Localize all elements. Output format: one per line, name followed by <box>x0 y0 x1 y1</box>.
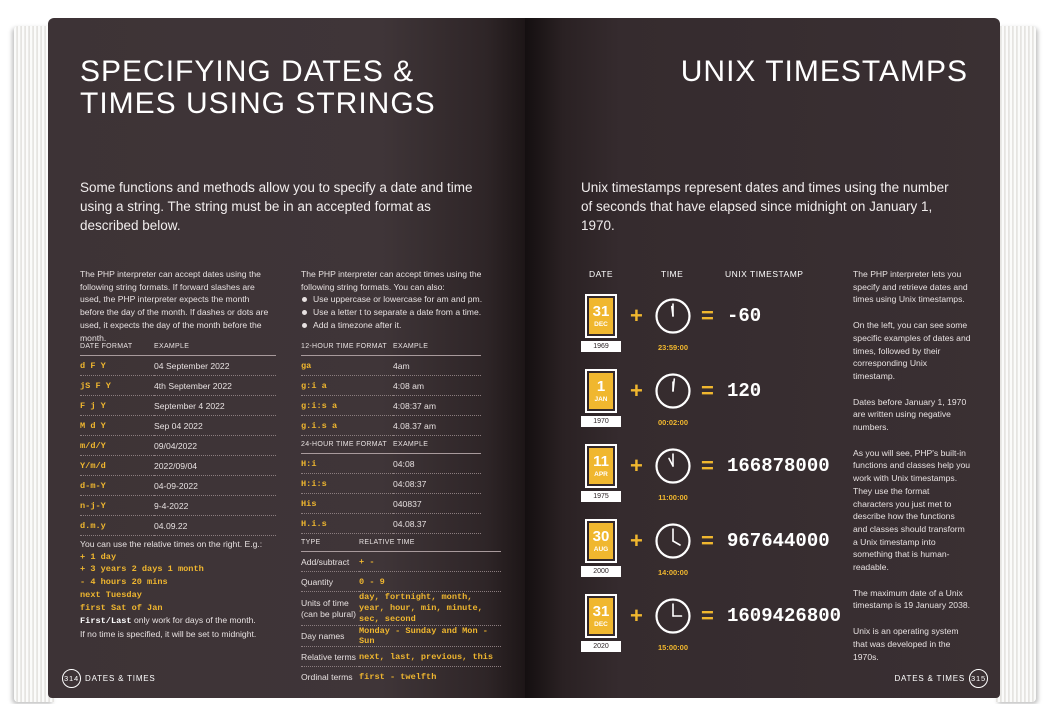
calendar-day: 11 <box>593 453 609 470</box>
table-cell: d.m.y <box>80 516 154 536</box>
table-row <box>301 356 481 376</box>
table-cell: first - twelfth <box>359 671 437 682</box>
calendar-day: 31 <box>592 603 610 620</box>
table-header: 24-HOUR TIME FORMAT <box>301 436 393 454</box>
table-row <box>80 516 276 536</box>
table-row <box>80 396 276 416</box>
calendar-month: DEC <box>594 621 608 628</box>
calendar-icon <box>585 294 617 352</box>
unix-notes <box>853 268 971 676</box>
table-cell: 09/04/2022 <box>154 436 276 456</box>
page-number: 315 <box>969 669 988 688</box>
time-formats-text <box>301 268 491 332</box>
time-format-bullets <box>301 293 491 331</box>
plus-sign: + <box>630 603 643 628</box>
table-cell: His <box>301 494 393 514</box>
plus-sign: + <box>630 453 643 478</box>
table-row <box>80 456 276 476</box>
calendar-icon <box>585 519 617 577</box>
clock-icon <box>655 598 691 634</box>
clock-time: 14:00:00 <box>657 568 689 577</box>
left-page <box>48 18 525 698</box>
calendar-icon <box>585 594 617 652</box>
table-cell: 040837 <box>393 494 481 514</box>
unix-timestamp: 967644000 <box>727 530 830 552</box>
note-paragraph: The PHP interpreter lets you specify and retrieve dates and times using Unix timestamps. <box>853 269 968 305</box>
table-cell: 04:08 <box>393 454 481 474</box>
relative-example: + 3 years 2 days 1 month <box>80 564 204 575</box>
table-cell: Sep 04 2022 <box>154 416 276 436</box>
table-cell: 4:08:37 am <box>393 396 481 416</box>
clock-icon <box>655 298 691 334</box>
table-cell: 4am <box>393 356 481 376</box>
table-cell: 04.08.37 <box>393 514 481 534</box>
calendar-day: 1 <box>596 378 606 395</box>
table-cell: g.i.s a <box>301 416 393 436</box>
clock-time: 23:59:00 <box>657 343 689 352</box>
clock-icon <box>655 373 691 409</box>
clock-icon <box>655 523 691 559</box>
relative-time-table <box>301 534 501 686</box>
table-row <box>80 496 276 516</box>
note-paragraph: Dates before January 1, 1970 are written using negative numbers. <box>853 396 967 433</box>
relative-example: next Tuesday <box>80 589 142 600</box>
table-header: EXAMPLE <box>154 338 276 356</box>
unix-timestamp: -60 <box>727 305 762 327</box>
table-cell: F j Y <box>80 396 154 416</box>
note-paragraph: As you will see, PHP's built-in functions and classes help you work with Unix timestamps. They use the format characters you just met to describe how the functions and classes should transform a Unix timestamp into something that is human-readable. <box>853 447 971 573</box>
clock-time: 11:00:00 <box>658 493 688 502</box>
calendar-year: 1970 <box>581 416 621 427</box>
calendar-year: 2000 <box>581 566 621 577</box>
plus-sign: + <box>630 528 643 553</box>
footer-label: DATES & TIMES <box>85 674 156 683</box>
table-cell: M d Y <box>80 416 154 436</box>
table-cell: d-m-Y <box>80 476 154 496</box>
table-cell: Monday - Sunday and Mon - Sun <box>359 626 501 647</box>
calendar-month: JAN <box>594 396 608 403</box>
left-page-intro: Some functions and methods allow you to specify a date and time using a string. The string must be in an accepted format as described below. <box>80 180 473 233</box>
time-format-table <box>301 338 481 534</box>
page-number: 314 <box>62 669 81 688</box>
table-row <box>301 514 481 534</box>
clock-icon <box>655 448 691 484</box>
table-row <box>80 416 276 436</box>
unix-timestamp: 120 <box>727 380 762 402</box>
relative-note-code: First/Last <box>80 616 132 627</box>
calendar-icon <box>585 444 617 502</box>
table-cell: day, fortnight, month, year, hour, min, minute, sec, second <box>359 592 501 626</box>
relative-times-text <box>80 538 280 641</box>
table-row <box>301 667 501 687</box>
list-item: Add a timezone after it. <box>301 319 491 332</box>
table-cell: Ordinal terms <box>301 671 353 682</box>
column-header-date: DATE <box>589 269 614 279</box>
calendar-month: DEC <box>594 321 608 328</box>
calendar-icon <box>585 369 617 427</box>
table-cell: n-j-Y <box>80 496 154 516</box>
date-formats-text: The PHP interpreter can accept dates using the following string formats. If forward slashes are used, the PHP interpreter expects the month before the day of the month. If dashes or dots are used, it expects the day of the month before the month. <box>80 269 269 343</box>
list-item: Use uppercase or lowercase for am and pm. <box>301 293 491 306</box>
note-paragraph: On the left, you can see some specific examples of dates and times, followed by their corresponding Unix timestamp. <box>853 320 971 381</box>
relative-intro: You can use the relative times on the right. E.g.: <box>80 539 263 549</box>
column-header-time: TIME <box>661 269 684 279</box>
relative-note <box>80 614 280 628</box>
table-cell: H:i:s <box>301 474 393 494</box>
equals-sign: = <box>701 303 714 328</box>
table-row <box>80 356 276 376</box>
calendar-month: APR <box>594 471 608 478</box>
table-cell: g:i a <box>301 376 393 396</box>
table-row <box>80 376 276 396</box>
unix-timestamp: 1609426800 <box>727 605 842 627</box>
relative-note-text: only work for days of the month. <box>131 615 256 626</box>
table-row <box>301 592 501 626</box>
table-cell: ga <box>301 356 393 376</box>
table-cell: 04.09.22 <box>154 516 276 536</box>
table-cell: 04 September 2022 <box>154 356 276 376</box>
right-page <box>525 18 1000 698</box>
table-cell: Y/m/d <box>80 456 154 476</box>
table-cell: 4.08.37 am <box>393 416 481 436</box>
date-format-table <box>80 338 276 536</box>
table-row <box>80 436 276 456</box>
relative-note-2: If no time is specified, it will be set to midnight. <box>80 628 257 639</box>
footer-label: DATES & TIMES <box>894 674 965 683</box>
calendar-day: 30 <box>592 528 610 545</box>
table-row <box>301 416 481 436</box>
plus-sign: + <box>630 303 643 328</box>
table-row <box>301 494 481 514</box>
page-edges-right <box>996 26 1036 702</box>
table-cell: g:i:s a <box>301 396 393 416</box>
table-cell: Add/subtract <box>301 552 359 572</box>
table-row <box>301 454 481 474</box>
table-cell: 04-09-2022 <box>154 476 276 496</box>
table-header: 12-HOUR TIME FORMAT <box>301 338 393 356</box>
calendar-year: 2020 <box>581 641 621 652</box>
table-row <box>80 476 276 496</box>
clock-time: 00:02:00 <box>657 418 689 427</box>
column-header-timestamp: UNIX TIMESTAMP <box>725 269 804 279</box>
table-cell: m/d/Y <box>80 436 154 456</box>
table-cell: jS F Y <box>80 376 154 396</box>
note-paragraph: The maximum date of a Unix timestamp is 19 January 2038. <box>853 587 971 611</box>
equals-sign: = <box>701 378 714 403</box>
table-cell: September 4 2022 <box>154 396 276 416</box>
table-cell: + - <box>359 552 501 572</box>
table-row <box>301 647 501 667</box>
table-cell: d F Y <box>80 356 154 376</box>
table-cell: 04:08:37 <box>393 474 481 494</box>
left-page-footer <box>58 669 156 688</box>
right-page-intro: Unix timestamps represent dates and times using the number of seconds that have elapsed since midnight on January 1, 1970. <box>581 180 949 233</box>
table-row <box>301 474 481 494</box>
table-cell: 4th September 2022 <box>154 376 276 396</box>
table-header: DATE FORMAT <box>80 338 154 356</box>
right-page-title: UNIX TIMESTAMPS <box>680 55 968 88</box>
equals-sign: = <box>701 528 714 553</box>
relative-example: + 1 day <box>80 551 117 562</box>
calendar-year: 1975 <box>581 491 621 502</box>
table-cell: 4:08 am <box>393 376 481 396</box>
table-cell: Day names <box>301 626 359 647</box>
table-header: EXAMPLE <box>393 436 481 454</box>
clock-time: 15:00:00 <box>657 643 689 652</box>
unix-timestamp: 166878000 <box>727 455 830 477</box>
table-cell: Relative terms <box>301 647 359 667</box>
table-row <box>301 572 501 592</box>
list-item: Use a letter t to separate a date from a time. <box>301 306 491 319</box>
relative-example: - 4 hours 20 mins <box>80 577 168 588</box>
table-cell: H.i.s <box>301 514 393 534</box>
table-header: RELATIVE TIME <box>359 534 501 552</box>
equals-sign: = <box>701 453 714 478</box>
table-row <box>301 376 481 396</box>
table-cell: 9-4-2022 <box>154 496 276 516</box>
table-row <box>301 396 481 416</box>
right-page-footer <box>894 669 992 688</box>
plus-sign: + <box>630 378 643 403</box>
table-row <box>301 552 501 572</box>
calendar-day: 31 <box>592 303 610 320</box>
equals-sign: = <box>701 603 714 628</box>
left-page-title: SPECIFYING DATES & TIMES USING STRINGS <box>80 55 436 120</box>
table-cell: Quantity <box>301 572 359 592</box>
table-cell: 0 - 9 <box>359 572 501 592</box>
table-header: TYPE <box>301 534 359 552</box>
table-row <box>301 626 501 647</box>
table-header: EXAMPLE <box>393 338 481 356</box>
calendar-month: AUG <box>593 546 609 553</box>
calendar-year: 1969 <box>581 341 621 352</box>
table-cell: next, last, previous, this <box>359 647 501 667</box>
time-formats-intro: The PHP interpreter can accept times using the following string formats. You can also: <box>301 269 482 292</box>
table-cell: 2022/09/04 <box>154 456 276 476</box>
table-cell: H:i <box>301 454 393 474</box>
table-cell: Units of time (can be plural) <box>301 592 359 626</box>
relative-example: first Sat of Jan <box>80 602 163 613</box>
note-paragraph: Unix is an operating system that was developed in the 1970s. <box>853 626 959 662</box>
